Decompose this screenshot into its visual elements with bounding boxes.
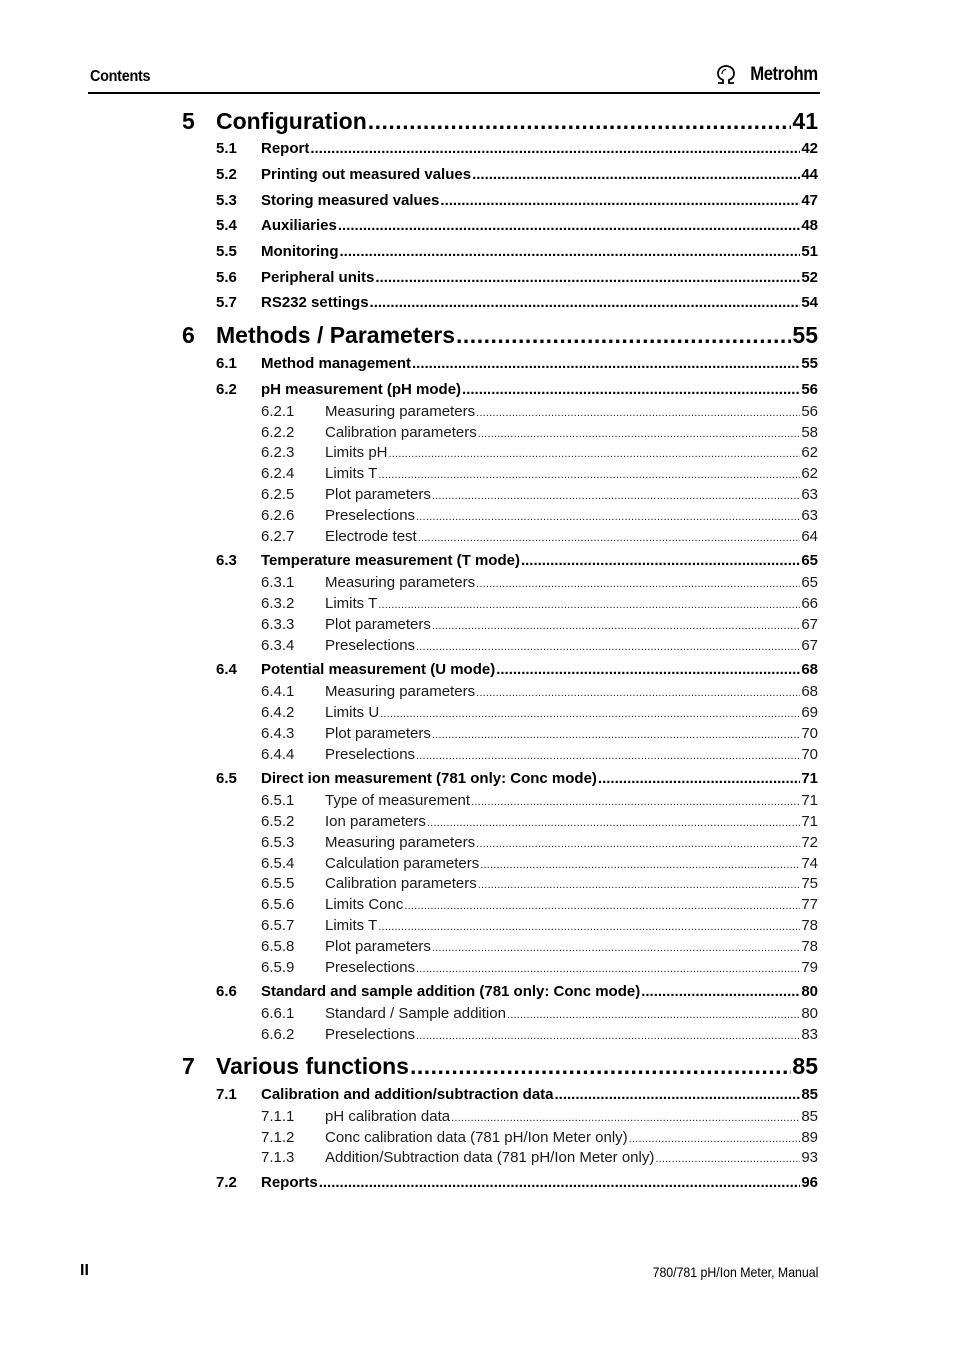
- toc-entry-page: 85: [801, 1108, 818, 1125]
- toc-sub-entry[interactable]: [0, 959, 954, 979]
- toc-entry-number: 6.2.1: [261, 403, 295, 420]
- toc-sub-entry[interactable]: [0, 486, 954, 506]
- toc-entry-page: 66: [801, 595, 818, 612]
- toc-section-entry[interactable]: [0, 166, 954, 186]
- toc-entry-page: 69: [801, 704, 818, 721]
- dot-leader: [416, 1026, 800, 1043]
- dot-leader: [476, 403, 800, 420]
- toc-entry-number: 7.2: [216, 1174, 237, 1191]
- dot-leader: [375, 269, 800, 286]
- toc-entry-number: 7.1.1: [261, 1108, 295, 1125]
- toc-section-entry[interactable]: [0, 552, 954, 572]
- toc-entry-title: Preselections: [325, 637, 416, 654]
- toc-sub-entry[interactable]: [0, 1005, 954, 1025]
- toc-section-entry[interactable]: [0, 217, 954, 237]
- toc-sub-entry[interactable]: [0, 1129, 954, 1149]
- dot-leader: [427, 813, 800, 830]
- toc-entry-number: 7.1.2: [261, 1129, 295, 1146]
- toc-entry-title: Plot parameters: [325, 616, 431, 633]
- toc-sub-entry[interactable]: [0, 875, 954, 895]
- toc-entry-title: Method management: [261, 355, 412, 372]
- dot-leader: [378, 917, 800, 934]
- toc-chapter-entry[interactable]: [0, 322, 954, 350]
- toc-entry-number: 6.2.4: [261, 465, 295, 482]
- dot-leader: [476, 834, 800, 851]
- toc-entry-number: 6.2.2: [261, 424, 295, 441]
- toc-entry-page: 71: [801, 770, 818, 787]
- toc-entry-title: Configuration: [216, 108, 367, 134]
- toc-entry-number: 6.5.8: [261, 938, 295, 955]
- toc-sub-entry[interactable]: [0, 595, 954, 615]
- toc-sub-entry[interactable]: [0, 528, 954, 548]
- toc-entry-title: Methods / Parameters: [216, 322, 456, 348]
- toc-entry-page: 64: [801, 528, 818, 545]
- toc-entry-number: 5.1: [216, 140, 237, 157]
- toc-entry-page: 70: [801, 725, 818, 742]
- toc-entry-number: 6.2.7: [261, 528, 295, 545]
- toc-entry-number: 6.2: [216, 381, 237, 398]
- toc-entry-page: 51: [801, 243, 818, 260]
- dot-leader: [451, 1108, 800, 1125]
- toc-entry-page: 77: [801, 896, 818, 913]
- dot-leader: [629, 1129, 801, 1146]
- toc-entry-page: 71: [801, 792, 818, 809]
- toc-entry-page: 55: [792, 322, 818, 348]
- toc-entry-title: Preselections: [325, 1026, 416, 1043]
- toc-entry-page: 56: [801, 403, 818, 420]
- dot-leader: [472, 166, 800, 183]
- toc-entry-number: 6.6.1: [261, 1005, 295, 1022]
- omega-logo-icon: [714, 64, 738, 86]
- toc-sub-entry[interactable]: [0, 403, 954, 423]
- toc-entry-page: 47: [801, 192, 818, 209]
- toc-entry-number: 6.4.1: [261, 683, 295, 700]
- toc-entry-number: 5: [182, 108, 195, 134]
- dot-leader: [496, 661, 800, 678]
- dot-leader: [476, 683, 800, 700]
- toc-section-entry[interactable]: [0, 243, 954, 263]
- toc-sub-entry[interactable]: [0, 896, 954, 916]
- toc-entry-number: 6.1: [216, 355, 237, 372]
- toc-entry-page: 72: [801, 834, 818, 851]
- dot-leader: [462, 381, 800, 398]
- toc-entry-page: 48: [801, 217, 818, 234]
- toc-entry-title: Preselections: [325, 507, 416, 524]
- toc-entry-title: RS232 settings: [261, 294, 369, 311]
- toc-chapter-entry[interactable]: [0, 108, 954, 136]
- toc-entry-title: Calculation parameters: [325, 855, 480, 872]
- toc-section-entry[interactable]: [0, 355, 954, 375]
- toc-entry-title: Preselections: [325, 746, 416, 763]
- toc-entry-title: Limits U: [325, 704, 380, 721]
- toc-entry-page: 93: [801, 1149, 818, 1166]
- dot-leader: [368, 108, 792, 135]
- dot-leader: [471, 792, 800, 809]
- toc-sub-entry[interactable]: [0, 424, 954, 444]
- toc-entry-title: Potential measurement (U mode): [261, 661, 496, 678]
- toc-sub-entry[interactable]: [0, 507, 954, 527]
- brand-logo: [714, 64, 818, 86]
- toc-entry-title: Type of measurement: [325, 792, 471, 809]
- toc-entry-page: 41: [792, 108, 818, 134]
- toc-entry-page: 54: [801, 294, 818, 311]
- toc-entry-title: Various functions: [216, 1053, 409, 1079]
- toc-entry-title: pH calibration data: [325, 1108, 451, 1125]
- dot-leader: [370, 294, 801, 311]
- dot-leader: [416, 507, 800, 524]
- dot-leader: [478, 875, 801, 892]
- toc-entry-number: 6.3.2: [261, 595, 295, 612]
- toc-entry-page: 85: [801, 1086, 818, 1103]
- toc-entry-title: Monitoring: [261, 243, 339, 260]
- dot-leader: [476, 574, 800, 591]
- toc-entry-title: Preselections: [325, 959, 416, 976]
- toc-entry-title: Plot parameters: [325, 725, 431, 742]
- toc-entry-title: Temperature measurement (T mode): [261, 552, 520, 569]
- toc-entry-title: Limits Conc: [325, 896, 404, 913]
- toc-sub-entry[interactable]: [0, 444, 954, 464]
- toc-entry-number: 5.3: [216, 192, 237, 209]
- toc-entry-number: 6.3: [216, 552, 237, 569]
- toc-entry-page: 85: [792, 1053, 818, 1079]
- toc-entry-page: 89: [801, 1129, 818, 1146]
- page-header: [88, 62, 820, 94]
- dot-leader: [416, 637, 800, 654]
- dot-leader: [378, 465, 800, 482]
- toc-entry-number: 6.5.2: [261, 813, 295, 830]
- toc-entry-title: Calibration parameters: [325, 424, 477, 441]
- toc-entry-number: 6.2.3: [261, 444, 295, 461]
- toc-entry-number: 6.6: [216, 983, 237, 1000]
- toc-entry-page: 71: [801, 813, 818, 830]
- toc-section-entry[interactable]: [0, 661, 954, 681]
- toc-entry-number: 7.1: [216, 1086, 237, 1103]
- toc-entry-title: Ion parameters: [325, 813, 426, 830]
- toc-sub-entry[interactable]: [0, 917, 954, 937]
- toc-entry-title: Limits T: [325, 465, 378, 482]
- dot-leader: [480, 855, 800, 872]
- toc-entry-number: 6.5.9: [261, 959, 295, 976]
- toc-entry-title: Conc calibration data (781 pH/Ion Meter only): [325, 1129, 628, 1146]
- toc-entry-title: Auxiliaries: [261, 217, 337, 234]
- toc-sub-entry[interactable]: [0, 1108, 954, 1128]
- toc-sub-entry[interactable]: [0, 1026, 954, 1046]
- toc-section-entry[interactable]: [0, 192, 954, 212]
- dot-leader: [412, 355, 800, 372]
- toc-section-entry[interactable]: [0, 294, 954, 314]
- toc-entry-number: 6.5.1: [261, 792, 295, 809]
- toc-entry-page: 70: [801, 746, 818, 763]
- toc-entry-page: 74: [801, 855, 818, 872]
- toc-entry-title: Limits T: [325, 595, 378, 612]
- dot-leader: [598, 770, 800, 787]
- toc-entry-number: 6.4.2: [261, 704, 295, 721]
- toc-entry-title: Calibration and addition/subtraction data: [261, 1086, 554, 1103]
- toc-sub-entry[interactable]: [0, 746, 954, 766]
- toc-entry-title: Standard and sample addition (781 only: Conc mode): [261, 983, 641, 1000]
- toc-entry-page: 80: [801, 1005, 818, 1022]
- toc-entry-title: Printing out measured values: [261, 166, 472, 183]
- toc-entry-page: 83: [801, 1026, 818, 1043]
- toc-entry-title: Report: [261, 140, 310, 157]
- dot-leader: [380, 704, 800, 721]
- toc-entry-page: 65: [801, 574, 818, 591]
- dot-leader: [404, 896, 800, 913]
- dot-leader: [478, 424, 801, 441]
- toc-entry-page: 78: [801, 917, 818, 934]
- dot-leader: [416, 746, 800, 763]
- toc-entry-title: Calibration parameters: [325, 875, 477, 892]
- dot-leader: [389, 444, 801, 461]
- toc-section-entry[interactable]: [0, 381, 954, 401]
- manual-title: 780/781 pH/Ion Meter, Manual: [652, 1264, 818, 1280]
- toc-entry-page: 80: [801, 983, 818, 1000]
- toc-entry-page: 68: [801, 661, 818, 678]
- dot-leader: [521, 552, 800, 569]
- toc-entry-page: 58: [801, 424, 818, 441]
- toc-entry-page: 44: [801, 166, 818, 183]
- toc-entry-title: Direct ion measurement (781 only: Conc mode): [261, 770, 597, 787]
- toc-entry-number: 6.2.6: [261, 507, 295, 524]
- toc-entry-number: 6.4.4: [261, 746, 295, 763]
- toc-entry-title: Addition/Subtraction data (781 pH/Ion Meter only): [325, 1149, 655, 1166]
- dot-leader: [641, 983, 800, 1000]
- toc-sub-entry[interactable]: [0, 792, 954, 812]
- dot-leader: [338, 217, 800, 234]
- dot-leader: [555, 1086, 801, 1103]
- toc-section-entry[interactable]: [0, 269, 954, 289]
- toc-sub-entry[interactable]: [0, 465, 954, 485]
- toc-entry-number: 6.3.1: [261, 574, 295, 591]
- dot-leader: [410, 1053, 791, 1080]
- brand-name: Metrohm: [750, 64, 818, 85]
- toc-entry-number: 7: [182, 1053, 195, 1079]
- toc-sub-entry[interactable]: [0, 813, 954, 833]
- toc-entry-page: 42: [801, 140, 818, 157]
- dot-leader: [432, 725, 800, 742]
- dot-leader: [507, 1005, 800, 1022]
- dot-leader: [655, 1149, 800, 1166]
- dot-leader: [456, 322, 791, 349]
- toc-entry-number: 6.4.3: [261, 725, 295, 742]
- toc-entry-number: 6.6.2: [261, 1026, 295, 1043]
- toc-entry-page: 75: [801, 875, 818, 892]
- toc-entry-page: 79: [801, 959, 818, 976]
- toc-section-entry[interactable]: [0, 140, 954, 160]
- toc-entry-title: Standard / Sample addition: [325, 1005, 506, 1022]
- dot-leader: [440, 192, 800, 209]
- toc-sub-entry[interactable]: [0, 725, 954, 745]
- toc-entry-number: 6.4: [216, 661, 237, 678]
- dot-leader: [432, 616, 800, 633]
- toc-entry-number: 6.5.6: [261, 896, 295, 913]
- dot-leader: [432, 486, 800, 503]
- toc-entry-title: Peripheral units: [261, 269, 375, 286]
- toc-entry-title: Measuring parameters: [325, 403, 476, 420]
- toc-entry-number: 6.5: [216, 770, 237, 787]
- dot-leader: [418, 528, 801, 545]
- toc-entry-number: 5.4: [216, 217, 237, 234]
- toc-entry-number: 5.2: [216, 166, 237, 183]
- toc-sub-entry[interactable]: [0, 1149, 954, 1169]
- toc-entry-number: 6.2.5: [261, 486, 295, 503]
- toc-entry-title: Measuring parameters: [325, 683, 476, 700]
- toc-entry-number: 5.6: [216, 269, 237, 286]
- toc-entry-number: 6.5.3: [261, 834, 295, 851]
- toc-entry-title: Plot parameters: [325, 486, 431, 503]
- toc-entry-title: Reports: [261, 1174, 318, 1191]
- toc-entry-number: 6: [182, 322, 195, 348]
- toc-entry-number: 6.5.7: [261, 917, 295, 934]
- toc-entry-number: 6.3.4: [261, 637, 295, 654]
- toc-entry-number: 5.5: [216, 243, 237, 260]
- dot-leader: [339, 243, 800, 260]
- toc-entry-title: Measuring parameters: [325, 834, 476, 851]
- dot-leader: [319, 1174, 801, 1191]
- toc-entry-number: 7.1.3: [261, 1149, 295, 1166]
- toc-entry-title: Storing measured values: [261, 192, 440, 209]
- toc-sub-entry[interactable]: [0, 637, 954, 657]
- toc-entry-page: 52: [801, 269, 818, 286]
- toc-entry-title: Electrode test: [325, 528, 417, 545]
- toc-entry-page: 62: [801, 465, 818, 482]
- toc-entry-page: 62: [801, 444, 818, 461]
- toc-sub-entry[interactable]: [0, 834, 954, 854]
- toc-section-entry[interactable]: [0, 1086, 954, 1106]
- toc-entry-page: 65: [801, 552, 818, 569]
- toc-section-entry[interactable]: [0, 983, 954, 1003]
- toc-entry-page: 78: [801, 938, 818, 955]
- toc-entry-page: 63: [801, 507, 818, 524]
- toc-section-entry[interactable]: [0, 1174, 954, 1194]
- toc-chapter-entry[interactable]: [0, 1053, 954, 1081]
- toc-entry-number: 6.5.5: [261, 875, 295, 892]
- toc-entry-number: 6.3.3: [261, 616, 295, 633]
- toc-entry-number: 5.7: [216, 294, 237, 311]
- toc-sub-entry[interactable]: [0, 574, 954, 594]
- toc-entry-page: 67: [801, 637, 818, 654]
- dot-leader: [310, 140, 800, 157]
- toc-entry-title: pH measurement (pH mode): [261, 381, 462, 398]
- toc-sub-entry[interactable]: [0, 683, 954, 703]
- dot-leader: [378, 595, 800, 612]
- toc-entry-page: 67: [801, 616, 818, 633]
- header-title: Contents: [90, 68, 151, 85]
- toc-entry-page: 68: [801, 683, 818, 700]
- toc-sub-entry[interactable]: [0, 855, 954, 875]
- toc-entry-number: 6.5.4: [261, 855, 295, 872]
- dot-leader: [432, 938, 800, 955]
- toc-sub-entry[interactable]: [0, 704, 954, 724]
- toc-section-entry[interactable]: [0, 770, 954, 790]
- page-number: II: [80, 1262, 89, 1279]
- toc-sub-entry[interactable]: [0, 938, 954, 958]
- toc-entry-page: 63: [801, 486, 818, 503]
- toc-sub-entry[interactable]: [0, 616, 954, 636]
- toc-entry-page: 96: [801, 1174, 818, 1191]
- toc-entry-title: Measuring parameters: [325, 574, 476, 591]
- toc-entry-page: 56: [801, 381, 818, 398]
- toc-entry-page: 55: [801, 355, 818, 372]
- dot-leader: [416, 959, 800, 976]
- toc-entry-title: Plot parameters: [325, 938, 431, 955]
- toc-entry-title: Limits pH: [325, 444, 388, 461]
- toc-entry-title: Limits T: [325, 917, 378, 934]
